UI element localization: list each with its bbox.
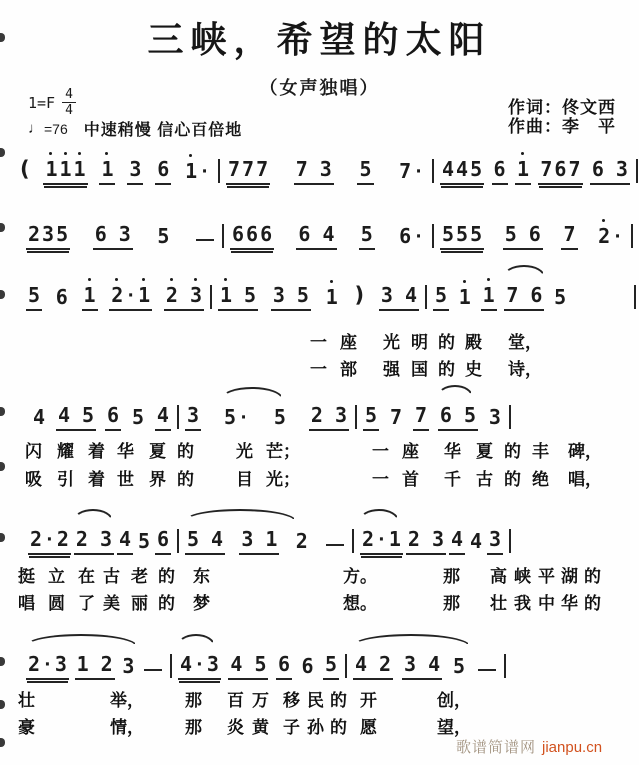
note-token: 1 1 1: [43, 150, 87, 185]
lyric-syllable: 方。: [343, 567, 377, 586]
note-token: 1 2: [75, 645, 115, 680]
lyric-syllable: 豪: [18, 718, 35, 737]
note-token: 6 5: [438, 396, 478, 431]
lyric-syllable: 一: [372, 442, 389, 461]
watermark-site-url: jianpu.cn: [542, 739, 603, 756]
note-token: 2 · 3: [26, 645, 69, 680]
lyric-syllable: 的: [177, 442, 194, 461]
measure: [434, 215, 631, 250]
note-token: 4 2: [353, 645, 393, 680]
song-title: 三峡，希望的太阳: [147, 19, 492, 61]
lyric-syllable: 梦: [193, 594, 210, 613]
note-token: 5: [137, 529, 150, 553]
lyric-syllable: 闪: [25, 442, 42, 461]
tempo-expression: 中速稍慢 信心百倍地: [83, 122, 243, 139]
credits-block: [508, 98, 616, 136]
lyric-syllable: 壮: [490, 594, 507, 613]
lyric-syllable: 的: [438, 360, 455, 379]
note-token: 5: [363, 396, 379, 431]
note-token: 6 3: [93, 215, 133, 250]
notation-system: [12, 150, 638, 185]
lyric-syllable: 举，: [110, 691, 144, 710]
lyric-syllable: 百: [227, 691, 244, 710]
lyric-syllable: 丽: [131, 594, 148, 613]
note-token: 5: [359, 215, 375, 250]
lyric-syllable: 目: [236, 470, 253, 489]
scan-smudge: [0, 407, 5, 416]
note-token: 3 4: [379, 276, 419, 311]
lyric-syllable: 首: [402, 470, 419, 489]
lyric-syllable: 座: [402, 442, 419, 461]
measure: [20, 215, 222, 250]
lyric-syllable: 老: [131, 567, 148, 586]
lyric-syllable: 的: [330, 691, 347, 710]
note-token: 4: [117, 520, 133, 555]
lyric-syllable: 圆: [48, 594, 65, 613]
lyric-syllable: 那: [185, 691, 202, 710]
lyric-row: [0, 465, 639, 487]
note-token: 5 6: [503, 215, 543, 250]
lyric-syllable: 千: [444, 470, 461, 489]
note-token: 3 4: [402, 645, 442, 680]
lyric-syllable: 的: [158, 567, 175, 586]
note-token: 2 · 1: [360, 520, 403, 555]
lyric-syllable: 民: [307, 691, 324, 710]
lyric-syllable: 一: [310, 333, 327, 352]
barline: [509, 405, 511, 429]
note-token: 5 4: [185, 520, 225, 555]
measure: [12, 150, 218, 185]
note-token: 4: [469, 529, 482, 553]
lyric-syllable: 想。: [343, 594, 377, 613]
lyric-syllable: 古: [103, 567, 120, 586]
scan-smudge: [0, 738, 5, 747]
lyric-syllable: 唱，: [568, 470, 602, 489]
lyric-syllable: 开: [360, 691, 377, 710]
lyric-syllable: 望，: [437, 718, 471, 737]
lyric-syllable: 着: [88, 442, 105, 461]
note-token: 6 4: [296, 215, 336, 250]
barline: [504, 654, 506, 678]
notation-system: [22, 520, 511, 555]
measure: [20, 645, 170, 680]
scan-smudge: [0, 290, 5, 299]
note-token: 3 1: [239, 520, 279, 555]
measure: [427, 276, 634, 311]
key-label: 1=F: [28, 93, 56, 112]
lyric-row: [0, 713, 639, 735]
note-token: 7: [561, 215, 577, 250]
lyric-syllable: 东: [193, 567, 210, 586]
note-token: 5: [554, 285, 567, 309]
lyric-syllable: 移: [283, 691, 300, 710]
note-token: 6: [155, 520, 171, 555]
note-token: 2 · 1: [109, 276, 152, 311]
note-token: 2 ·: [598, 224, 623, 248]
lyric-syllable: 光；: [266, 470, 300, 489]
lyric-syllable: 愿: [360, 718, 377, 737]
lyric-syllable: 着: [88, 470, 105, 489]
slur-arc: [73, 509, 113, 521]
lyric-syllable: 绝: [532, 470, 549, 489]
quarter-note-icon: ♩: [28, 120, 43, 137]
lyric-row: [0, 589, 639, 611]
lyric-syllable: 古: [476, 470, 493, 489]
note-token: 7 7 7: [226, 150, 270, 185]
measure: [434, 150, 636, 185]
lyric-syllable: 峡: [514, 567, 531, 586]
lyric-syllable: 的: [504, 470, 521, 489]
note-token: 4 5: [228, 645, 268, 680]
note-token: 6: [55, 285, 68, 309]
note-token: 1 ·: [185, 159, 210, 183]
lyric-syllable: 立: [48, 567, 65, 586]
note-token: 7: [389, 405, 403, 429]
note-token: 5: [433, 276, 449, 311]
barline: [509, 529, 511, 553]
note-token: 3: [487, 520, 503, 555]
measure: [357, 396, 509, 431]
lyric-syllable: 情，: [110, 718, 144, 737]
note-token: 1: [458, 285, 471, 309]
measure: [212, 276, 425, 311]
lyric-syllable: 引: [57, 470, 74, 489]
lyric-syllable: 湖: [561, 567, 578, 586]
lyric-syllable: 界: [149, 470, 166, 489]
lyric-syllable: 的: [330, 718, 347, 737]
note-token: 2 3: [309, 396, 349, 431]
tempo-marking: [28, 117, 242, 140]
note-token: 7: [413, 396, 429, 431]
tempo-bpm: =76: [44, 120, 68, 137]
slur-arc: [503, 265, 545, 277]
note-token: 1: [325, 285, 338, 309]
lyric-syllable: 的: [177, 470, 194, 489]
measure: [179, 520, 352, 555]
note-token: 3: [122, 654, 135, 678]
lyric-syllable: 那: [443, 594, 460, 613]
lyric-syllable: 中: [538, 594, 555, 613]
note-token: 2 3: [164, 276, 204, 311]
note-token: 7 ·: [399, 159, 424, 183]
note-token: 6: [301, 654, 314, 678]
note-token: 7 6: [504, 276, 544, 311]
note-token: 5: [26, 276, 42, 311]
lyric-syllable: 的: [584, 567, 601, 586]
measure: [25, 396, 177, 431]
lyric-syllable: 光: [383, 333, 400, 352]
composer-credit: 作曲：李 平: [508, 117, 616, 136]
lyric-syllable: 华: [561, 594, 578, 613]
lyric-syllable: 的: [158, 594, 175, 613]
lyric-syllable: 世: [117, 470, 134, 489]
measure: [179, 396, 355, 431]
note-token: 5: [357, 150, 373, 185]
lyric-syllable: 在: [78, 567, 95, 586]
notation-system: [20, 276, 636, 311]
song-subtitle: （女声独唱）: [259, 78, 380, 98]
lyric-syllable: 吸: [25, 470, 42, 489]
lyric-syllable: 堂，: [508, 333, 542, 352]
lyric-syllable: 美: [103, 594, 120, 613]
measure: [22, 520, 177, 555]
lyric-row: [0, 686, 639, 708]
paren-mark: (: [20, 157, 30, 181]
lyric-syllable: 国: [411, 360, 428, 379]
note-token: 4 5: [56, 396, 96, 431]
lyric-syllable: 夏: [149, 442, 166, 461]
scan-smudge: [0, 148, 5, 157]
lyric-syllable: 孙: [307, 718, 324, 737]
note-token: 4: [155, 396, 171, 431]
lyric-syllable: 子: [283, 718, 300, 737]
note-token: 2 3: [406, 520, 446, 555]
note-token: 7 6 7: [538, 150, 582, 185]
lyric-syllable: 平: [538, 567, 555, 586]
note-token: 4 · 3: [178, 645, 221, 680]
paren-mark: ): [354, 283, 365, 307]
dash-note: [196, 239, 214, 241]
note-token: 4: [449, 520, 465, 555]
note-token: 7 3: [294, 150, 334, 185]
scan-smudge: [0, 223, 5, 232]
slur-arc: [437, 385, 473, 397]
measure: [20, 276, 210, 311]
lyric-syllable: 挺: [18, 567, 35, 586]
lyric-syllable: 华: [444, 442, 461, 461]
note-token: 6 ·: [399, 224, 424, 248]
lyric-syllable: 壮: [18, 691, 35, 710]
watermark-site-name: 歌谱简谱网: [456, 739, 537, 756]
lyric-syllable: 创，: [437, 691, 471, 710]
lyric-syllable: 芒；: [266, 442, 300, 461]
lyric-syllable: 那: [185, 718, 202, 737]
note-token: 5: [157, 224, 170, 248]
notation-system: [25, 396, 511, 431]
note-token: 3: [127, 150, 143, 185]
dash-note: [144, 669, 162, 671]
lyric-syllable: 碑，: [568, 442, 602, 461]
note-token: 1: [481, 276, 497, 311]
lyricist-credit: 作词：佟文西: [508, 98, 616, 117]
key-signature: [28, 88, 76, 117]
lyric-syllable: 的: [438, 333, 455, 352]
note-token: 2 · 2: [28, 520, 71, 555]
notation-system: [20, 215, 633, 250]
lyric-syllable: 一: [372, 470, 389, 489]
lyric-syllable: 耀: [57, 442, 74, 461]
lyric-syllable: 殿: [465, 333, 482, 352]
measure: [354, 520, 509, 555]
lyric-syllable: 部: [340, 360, 357, 379]
note-token: 4 4 5: [440, 150, 484, 185]
slur-arc: [177, 634, 215, 646]
watermark: [456, 736, 602, 757]
note-token: 3: [488, 405, 501, 429]
lyric-syllable: 强: [383, 360, 400, 379]
note-token: 5 ·: [222, 398, 251, 431]
note-token: 5: [453, 654, 466, 678]
lyric-row: [0, 562, 639, 584]
slur-arc: [359, 509, 399, 521]
scan-smudge: [0, 657, 5, 666]
spacer: [576, 310, 628, 311]
barline: [634, 285, 636, 309]
note-token: 6 3: [590, 150, 630, 185]
lyric-syllable: 我: [514, 594, 531, 613]
time-signature: $\frac{4}{4}$: [62, 88, 76, 117]
note-token: 2 3 5: [26, 215, 70, 250]
dash-note: [326, 544, 344, 546]
lyric-syllable: 高: [490, 567, 507, 586]
lyric-syllable: 夏: [476, 442, 493, 461]
note-token: 4: [33, 405, 46, 429]
lyric-syllable: 黄: [252, 718, 269, 737]
lyric-syllable: 的: [504, 442, 521, 461]
lyric-syllable: 了: [78, 594, 95, 613]
note-token: 1: [82, 276, 98, 311]
note-token: 3 5: [271, 276, 311, 311]
lyric-syllable: 华: [117, 442, 134, 461]
note-token: 6: [276, 645, 292, 680]
note-token: 5 5 5: [440, 215, 484, 250]
measure: [224, 215, 432, 250]
lyric-syllable: 那: [443, 567, 460, 586]
measure: [220, 150, 432, 185]
lyric-row: [0, 328, 639, 350]
lyric-syllable: 唱: [18, 594, 35, 613]
barline: [631, 224, 633, 248]
lyric-row: [0, 437, 639, 459]
measure: [172, 645, 345, 680]
lyric-syllable: 史: [465, 360, 482, 379]
note-token: 1 5: [218, 276, 258, 311]
note-token: 6: [105, 396, 121, 431]
scan-smudge: [0, 533, 5, 542]
lyric-syllable: 光: [236, 442, 253, 461]
note-token: 6: [155, 150, 171, 185]
note-token: 2 3: [74, 520, 114, 555]
lyric-syllable: 炎: [227, 718, 244, 737]
note-token: 5: [131, 405, 144, 429]
lyric-row: [0, 355, 639, 377]
note-token: 1: [99, 150, 115, 185]
notation-system: [20, 645, 506, 680]
note-token: 2: [295, 529, 308, 553]
barline: [636, 159, 638, 183]
note-token: 3: [185, 396, 201, 431]
note-token: 5: [273, 405, 286, 429]
lyric-syllable: 万: [252, 691, 269, 710]
note-token: 6: [492, 150, 508, 185]
lyric-syllable: 明: [411, 333, 428, 352]
note-token: 6 6 6: [230, 215, 274, 250]
lyric-syllable: 座: [340, 333, 357, 352]
lyric-syllable: 的: [584, 594, 601, 613]
measure: [347, 645, 504, 680]
lyric-syllable: 丰: [532, 442, 549, 461]
note-token: 5: [323, 645, 339, 680]
lyric-syllable: 一: [310, 360, 327, 379]
dash-note: [478, 669, 496, 671]
lyric-syllable: 诗，: [508, 360, 542, 379]
note-token: 1: [515, 150, 531, 185]
